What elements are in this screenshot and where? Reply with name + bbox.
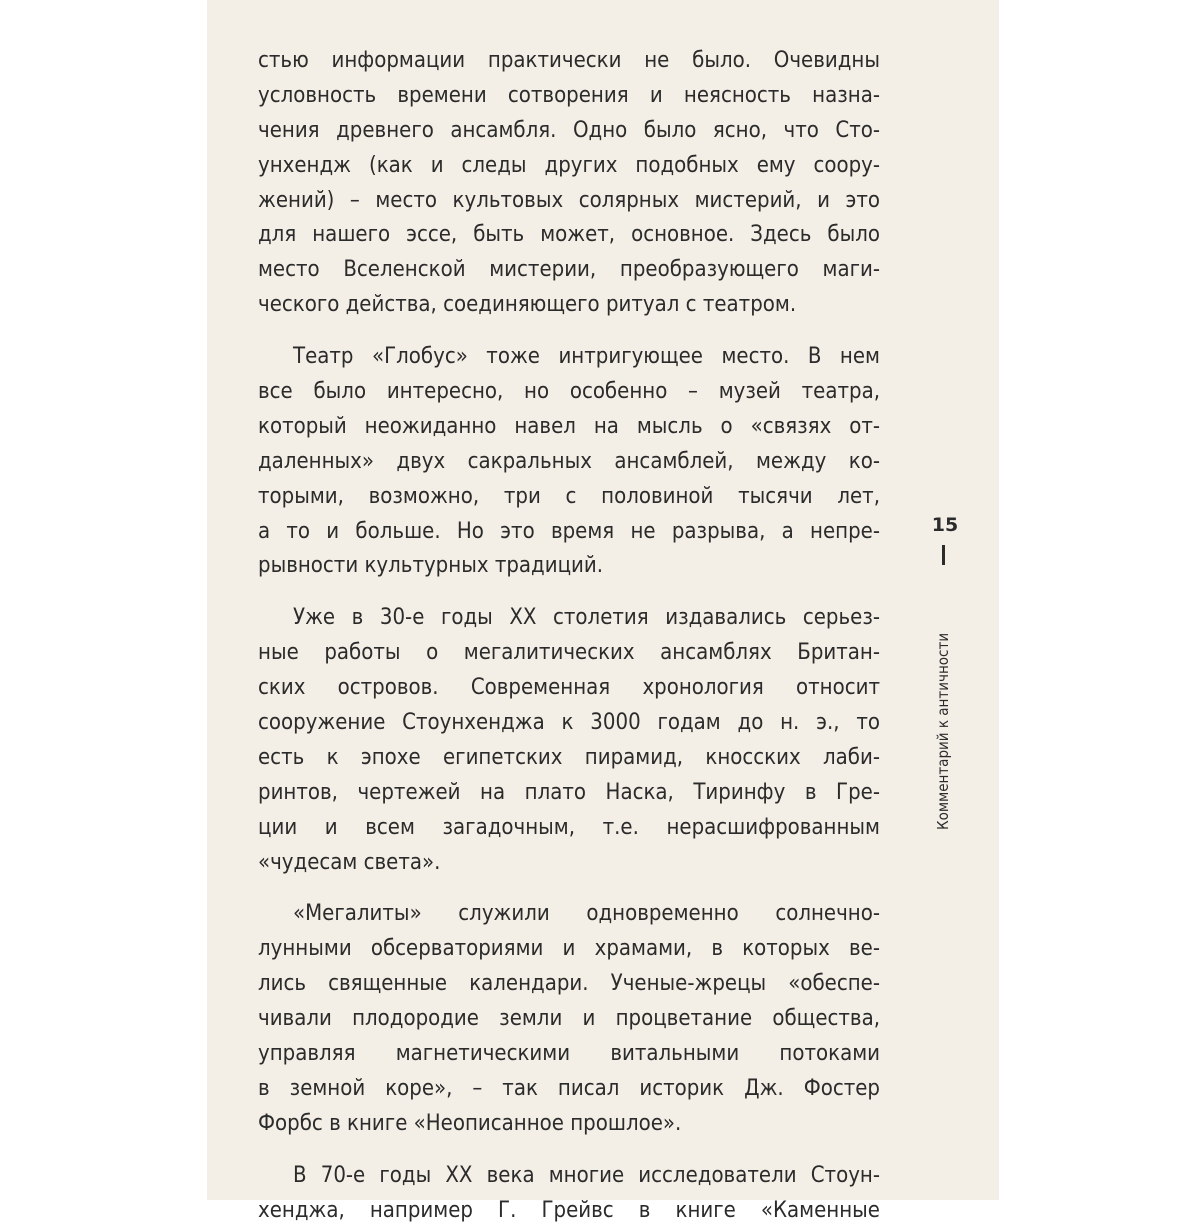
text-line: чивали плодородие земли и процветание общества, (258, 1006, 880, 1032)
text-line: который неожиданно навел на мысль о «связях от- (258, 413, 880, 439)
text-line: есть к эпохе египетских пирамид, кносских лаби- (258, 744, 880, 770)
text-line: чения древнего ансамбля. Одно было ясно, что Сто- (258, 117, 880, 143)
text-line: Театр «Глобус» тоже интригующее место. В нем (293, 344, 880, 370)
text-line: стью информации практически не было. Очевидны (258, 48, 880, 73)
text-line: «Мегалиты» служили одновременно солнечно- (293, 901, 880, 927)
text-line: условность времени сотворения и неясность назна- (258, 82, 880, 108)
text-line: ских островов. Современная хронология относит (258, 675, 880, 701)
text-line: сооружение Стоунхенджа к 3000 годам до н. э., то (258, 710, 880, 736)
text-line: лись священные календари. Ученые-жрецы «обеспе- (258, 971, 880, 997)
text-line: ринтов, чертежей на плато Наска, Тиринфу в Гре- (258, 779, 880, 805)
text-line: даленных» двух сакральных ансамблей, между ко- (258, 448, 880, 474)
text-line: рывности культурных традиций. (258, 553, 604, 579)
page-number-divider (942, 545, 945, 565)
text-line: ческого действа, соединяющего ритуал с театром. (258, 292, 797, 318)
text-line: в земной коре», – так писал историк Дж. Фостер (258, 1075, 880, 1101)
text-line: ции и всем загадочным, т.е. нерасшифрованным (258, 814, 880, 840)
text-line: унхендж (как и следы других подобных ему соору- (258, 152, 880, 178)
text-line: ные работы о мегалитических ансамблях Британ- (258, 640, 880, 666)
body-text (258, 44, 880, 1229)
text-line: В 70-е годы XX века многие исследователи Стоун- (293, 1162, 880, 1188)
text-line: для нашего эссе, быть может, основное. Здесь было (258, 222, 880, 248)
text-line: а то и больше. Но это время не разрыва, а непре- (258, 518, 880, 544)
text-line: хенджа, например Г. Грейвс в книге «Каменные (258, 1197, 880, 1223)
text-line: лунными обсерваториями и храмами, в которых ве- (258, 936, 880, 962)
text-line: торыми, возможно, три с половиной тысячи лет, (258, 483, 880, 509)
text-line: Уже в 30-е годы XX столетия издавались серьез- (293, 605, 880, 631)
running-head: Комментарий к античности (934, 632, 952, 830)
text-line: жений) – место культовых солярных мистерий, и это (258, 187, 880, 213)
text-line: место Вселенской мистерии, преобразующего маги- (258, 257, 880, 283)
page-number: 15 (931, 514, 959, 536)
text-line: «чудесам света». (258, 849, 441, 875)
text-line: управляя магнетическими витальными потоками (258, 1041, 880, 1067)
text-line: Форбс в книге «Неописанное прошлое». (258, 1110, 682, 1136)
text-line: все было интересно, но особенно – музей театра, (258, 379, 880, 405)
